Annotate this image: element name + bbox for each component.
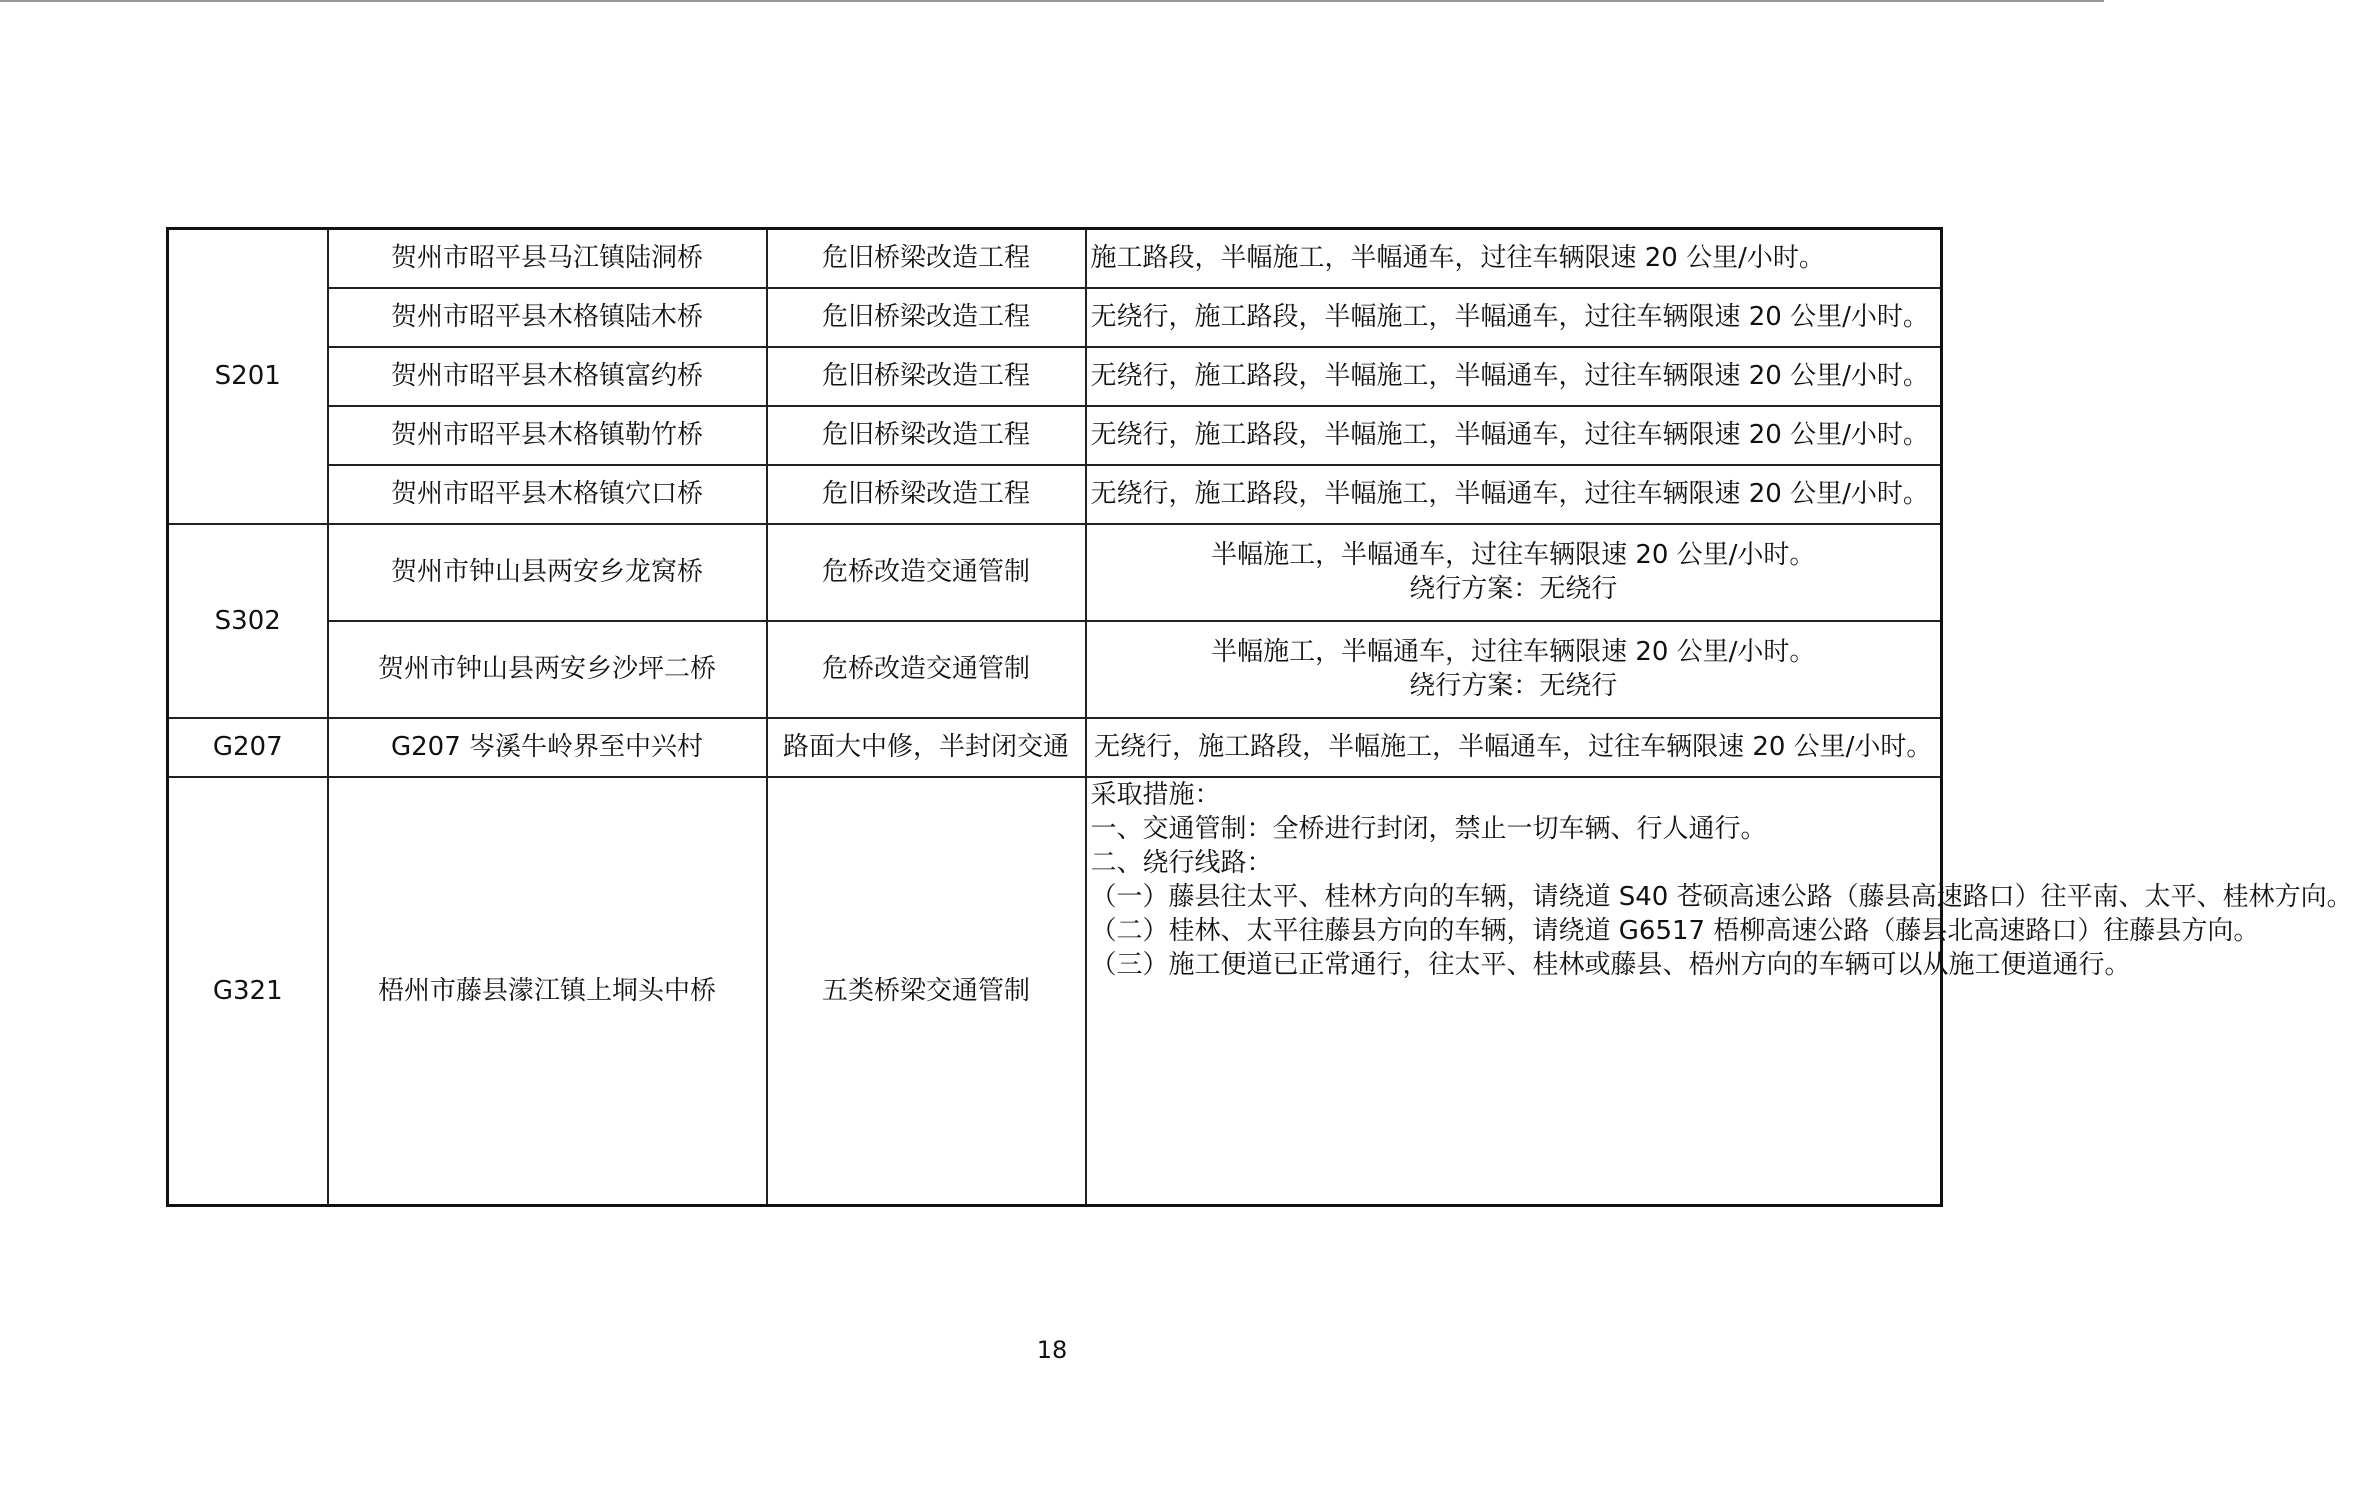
construction-type-cell: 危旧桥梁改造工程 <box>767 406 1086 465</box>
table-row <box>168 621 1942 718</box>
road-code-cell: S201 <box>168 229 328 524</box>
location-cell: 贺州市昭平县木格镇勒竹桥 <box>328 406 767 465</box>
construction-type-cell: 危旧桥梁改造工程 <box>767 229 1086 288</box>
control-description-cell <box>1086 621 1942 718</box>
measures-line: 一、交通管制：全桥进行封闭，禁止一切车辆、行人通行。 <box>1090 813 1767 844</box>
table-row <box>168 777 1942 1206</box>
location-cell: 贺州市钟山县两安乡龙窝桥 <box>328 524 767 621</box>
table-row <box>168 347 1942 406</box>
location-cell: 贺州市昭平县木格镇陆木桥 <box>328 288 767 347</box>
table-row <box>168 288 1942 347</box>
construction-type-cell: 危桥改造交通管制 <box>767 621 1086 718</box>
measures-line: （二）桂林、太平往藤县方向的车辆，请绕道 G6517 梧柳高速公路（藤县北高速路口）往藤县方向。 <box>1090 915 2260 946</box>
table-row <box>168 718 1942 777</box>
measures-line: （三）施工便道已正常通行，往太平、桂林或藤县、梧州方向的车辆可以从施工便道通行。 <box>1090 949 2131 980</box>
detour-plan-line: 绕行方案：无绕行 <box>1409 574 1618 604</box>
control-description-cell: 施工路段，半幅施工，半幅通车，过往车辆限速 20 公里/小时。 <box>1086 229 1942 288</box>
location-cell: G207 岑溪牛岭界至中兴村 <box>328 718 767 777</box>
measures-heading: 采取措施： <box>1090 779 1221 810</box>
table-row <box>168 465 1942 524</box>
location-cell: 梧州市藤县濛江镇上垌头中桥 <box>328 777 767 1206</box>
measures-line: （一）藤县往太平、桂林方向的车辆，请绕道 S40 苍硕高速公路（藤县高速路口）往平南、太平、桂林方向。 <box>1090 881 2353 912</box>
traffic-control-table <box>166 227 2353 1207</box>
construction-type-cell: 危旧桥梁改造工程 <box>767 347 1086 406</box>
location-cell: 贺州市昭平县木格镇穴口桥 <box>328 465 767 524</box>
control-description-cell: 无绕行，施工路段，半幅施工，半幅通车，过往车辆限速 20 公里/小时。 <box>1086 718 1942 777</box>
measures-line: 二、绕行线路： <box>1090 847 1273 878</box>
description-line: 半幅施工，半幅通车，过往车辆限速 20 公里/小时。 <box>1211 637 1816 667</box>
description-line: 半幅施工，半幅通车，过往车辆限速 20 公里/小时。 <box>1211 540 1816 570</box>
location-cell: 贺州市昭平县木格镇富约桥 <box>328 347 767 406</box>
control-description-cell: 无绕行，施工路段，半幅施工，半幅通车，过往车辆限速 20 公里/小时。 <box>1086 465 1942 524</box>
construction-type-cell: 危桥改造交通管制 <box>767 524 1086 621</box>
page-number: 18 <box>1036 1336 1068 1364</box>
construction-type-cell: 危旧桥梁改造工程 <box>767 288 1086 347</box>
table-row <box>168 524 1942 621</box>
location-cell: 贺州市钟山县两安乡沙坪二桥 <box>328 621 767 718</box>
control-description-cell: 无绕行，施工路段，半幅施工，半幅通车，过往车辆限速 20 公里/小时。 <box>1086 288 1942 347</box>
control-description-cell: 无绕行，施工路段，半幅施工，半幅通车，过往车辆限速 20 公里/小时。 <box>1086 347 1942 406</box>
road-code-cell: G321 <box>168 777 328 1206</box>
table-row <box>168 229 1942 288</box>
detour-plan-line: 绕行方案：无绕行 <box>1409 671 1618 701</box>
construction-type-cell: 路面大中修，半封闭交通 <box>767 718 1086 777</box>
control-description-cell <box>1086 524 1942 621</box>
control-measures-cell <box>1086 777 2353 1206</box>
table-row <box>168 406 1942 465</box>
road-code-cell: G207 <box>168 718 328 777</box>
construction-type-cell: 危旧桥梁改造工程 <box>767 465 1086 524</box>
page-top-border <box>0 0 2104 2</box>
construction-type-cell: 五类桥梁交通管制 <box>767 777 1086 1206</box>
road-code-cell: S302 <box>168 524 328 718</box>
location-cell: 贺州市昭平县马江镇陆洞桥 <box>328 229 767 288</box>
control-description-cell: 无绕行，施工路段，半幅施工，半幅通车，过往车辆限速 20 公里/小时。 <box>1086 406 1942 465</box>
